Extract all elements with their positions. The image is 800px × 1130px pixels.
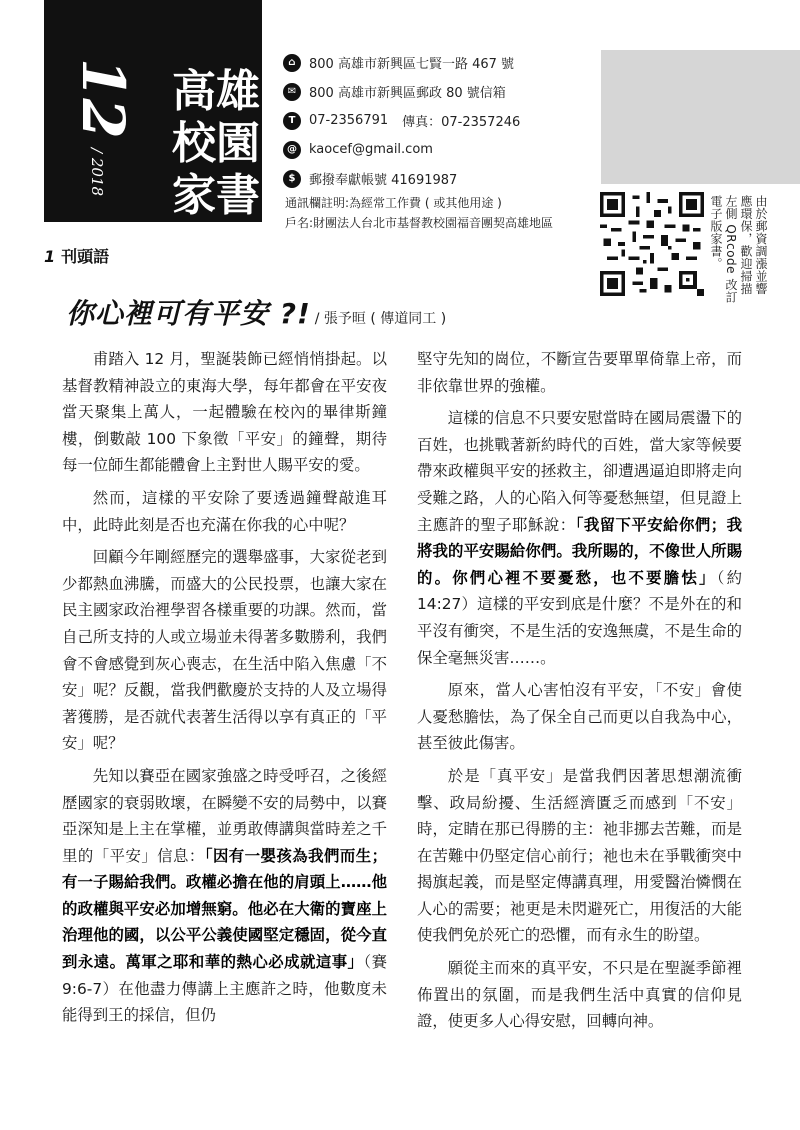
masthead xyxy=(44,0,262,222)
email-row xyxy=(283,135,603,164)
title-line-2: 校園 xyxy=(172,118,260,169)
phone-row xyxy=(283,106,603,135)
paragraph: 堅守先知的崗位，不斷宣告要單單倚靠上帝，而非依靠世界的強權。 xyxy=(417,350,742,395)
email-icon: @ xyxy=(283,141,301,159)
postal-account-row xyxy=(283,164,603,193)
paragraph: 願從主而來的真平安，不只是在聖誕季節裡佈置出的氛圍，而是我們生活中真實的信仰見證，使更多人心得安慰，回轉向神。 xyxy=(417,959,742,1031)
issue-number: 12 xyxy=(69,58,137,139)
scripture-quote: 「我留下平安給你們；我將我的平安賜給你們。我所賜的，不像世人所賜的。你們心裡不要憂愁，也不要膽怯」 xyxy=(417,515,742,587)
section-title: 刊頭語 xyxy=(61,247,110,266)
paragraph: 然而，這樣的平安除了要透過鐘聲敲進耳中，此時此刻是否也充滿在你我的心中呢？ xyxy=(62,488,387,534)
issue-year: / 2018 xyxy=(88,148,106,196)
donation-note: 通訊欄註明:為經常工作費 ( 或其他用途 ) xyxy=(285,196,502,210)
section-number: 1 xyxy=(44,247,56,266)
section-label xyxy=(44,244,109,267)
account-name: 戶名:財團法人台北市基督教校園福音團契高雄地區 xyxy=(285,216,554,230)
po-box-text: 800 高雄市新興區郵政 80 號信箱 xyxy=(309,86,506,101)
po-box-row xyxy=(283,77,603,106)
mailbox-icon: ✉ xyxy=(283,83,301,101)
article-title: 你心裡可有平安 ?! xyxy=(66,297,311,330)
paragraph: 原來，當人心害怕沒有平安，「不安」會使人憂愁膽怯，為了保全自己而更以自我為中心，甚至彼此傷害。 xyxy=(417,681,742,753)
fax-text: 傳真：07-2357246 xyxy=(402,115,521,130)
paragraph xyxy=(417,405,742,671)
article-byline: / 張予晅 ( 傳道同工 ) xyxy=(314,311,447,327)
paragraph: 回顧今年剛經歷完的選舉盛事，大家從老到少都熱血沸騰，而盛大的公民投票，也讓大家在民主國家政治裡學習各樣重要的功課。然而，當自己所支持的人或立場並未得著多數勝利，我們會不會感覺到灰心喪志，在生活中陷入焦慮「不安」呢？反觀，當我們歡慶於支持的人及立場得著獲勝，是否就代表著生活得以享有真正的「平安」呢？ xyxy=(62,548,387,753)
qr-code[interactable] xyxy=(600,192,704,296)
paragraph-text: 先知以賽亞在國家強盛之時受呼召，之後經歷國家的衰弱敗壞，在瞬變不安的局勢中，以賽亞深知是上主在掌權，並勇敢傳講與當時差之千里的「平安」信息： xyxy=(62,766,387,865)
paragraph: 於是「真平安」是當我們因著思想潮流衝擊、政局紛擾、生活經濟匱乏而感到「不安」時，定睛在那已得勝的主：祂非挪去苦難，而是在苦難中仍堅定信心前行；祂也未在爭戰衝突中揭旗起義，而是堅定傳講真理，用愛醫治憐憫在人心的需要；祂更是未閃避死亡，用復活的大能使我們免於死亡的恐懼，而有永生的盼望。 xyxy=(417,766,742,945)
qr-side-note: 由於郵資調漲並響應環保，歡迎掃描左側 QRcode 改訂電子版家書。 xyxy=(709,195,768,304)
home-icon: ⌂ xyxy=(283,54,301,72)
phone-icon: T xyxy=(283,112,301,130)
postal-account-text: 郵撥奉獻帳號 41691987 xyxy=(309,173,458,188)
title-line-1: 高雄 xyxy=(172,66,260,117)
paragraph-text: 這樣的信息不只要安慰當時在國局震盪下的百姓，也挑戰著新約時代的百姓，當大家等候要帶來政權與平安的拯救主，卻遭遇逼迫即將走向受難之路，人的心陷入何等憂愁無望，但見證上主應許的聖子耶穌說： xyxy=(417,409,742,534)
dollar-icon: $ xyxy=(283,170,301,188)
image-placeholder xyxy=(601,50,800,184)
paragraph xyxy=(62,763,387,1029)
article-column-right xyxy=(417,346,742,1041)
address-row xyxy=(283,48,603,77)
paragraph-text: （約 14:27）這樣的平安到底是什麼？不是外在的和平沒有衝突，不是生活的安逸無虞，不是生命的保全毫無災害……。 xyxy=(417,568,742,667)
phone-text: 07-2356791 xyxy=(309,113,389,128)
email-link[interactable]: kaocef@gmail.com xyxy=(309,142,433,157)
paragraph-text: （賽 9:6-7）在他盡力傳講上主應許之時，他數度未能得到王的採信，但仍 xyxy=(62,953,387,1025)
contact-info xyxy=(283,48,603,233)
article-header xyxy=(66,292,446,332)
article-column-left xyxy=(62,346,387,1035)
paragraph: 甫踏入 12 月，聖誕裝飾已經悄悄掛起。以基督教精神設立的東海大學，每年都會在平安夜當天聚集上萬人，一起體驗在校內的畢律斯鐘樓，倒數敲 100 下象徵「平安」的鐘聲，期待每一位師生都能體會上主對世人賜平安的愛。 xyxy=(62,350,387,475)
scripture-quote: 「因有一嬰孩為我們而生；有一子賜給我們。政權必擔在他的肩頭上……他的政權與平安必加增無窮。他必在大衛的寶座上治理他的國，以公平公義使國堅定穩固，從今直到永遠。萬軍之耶和華的熱心必成就這事」 xyxy=(62,846,387,972)
address-text: 800 高雄市新興區七賢一路 467 號 xyxy=(309,57,515,72)
title-line-3: 家書 xyxy=(172,170,260,221)
